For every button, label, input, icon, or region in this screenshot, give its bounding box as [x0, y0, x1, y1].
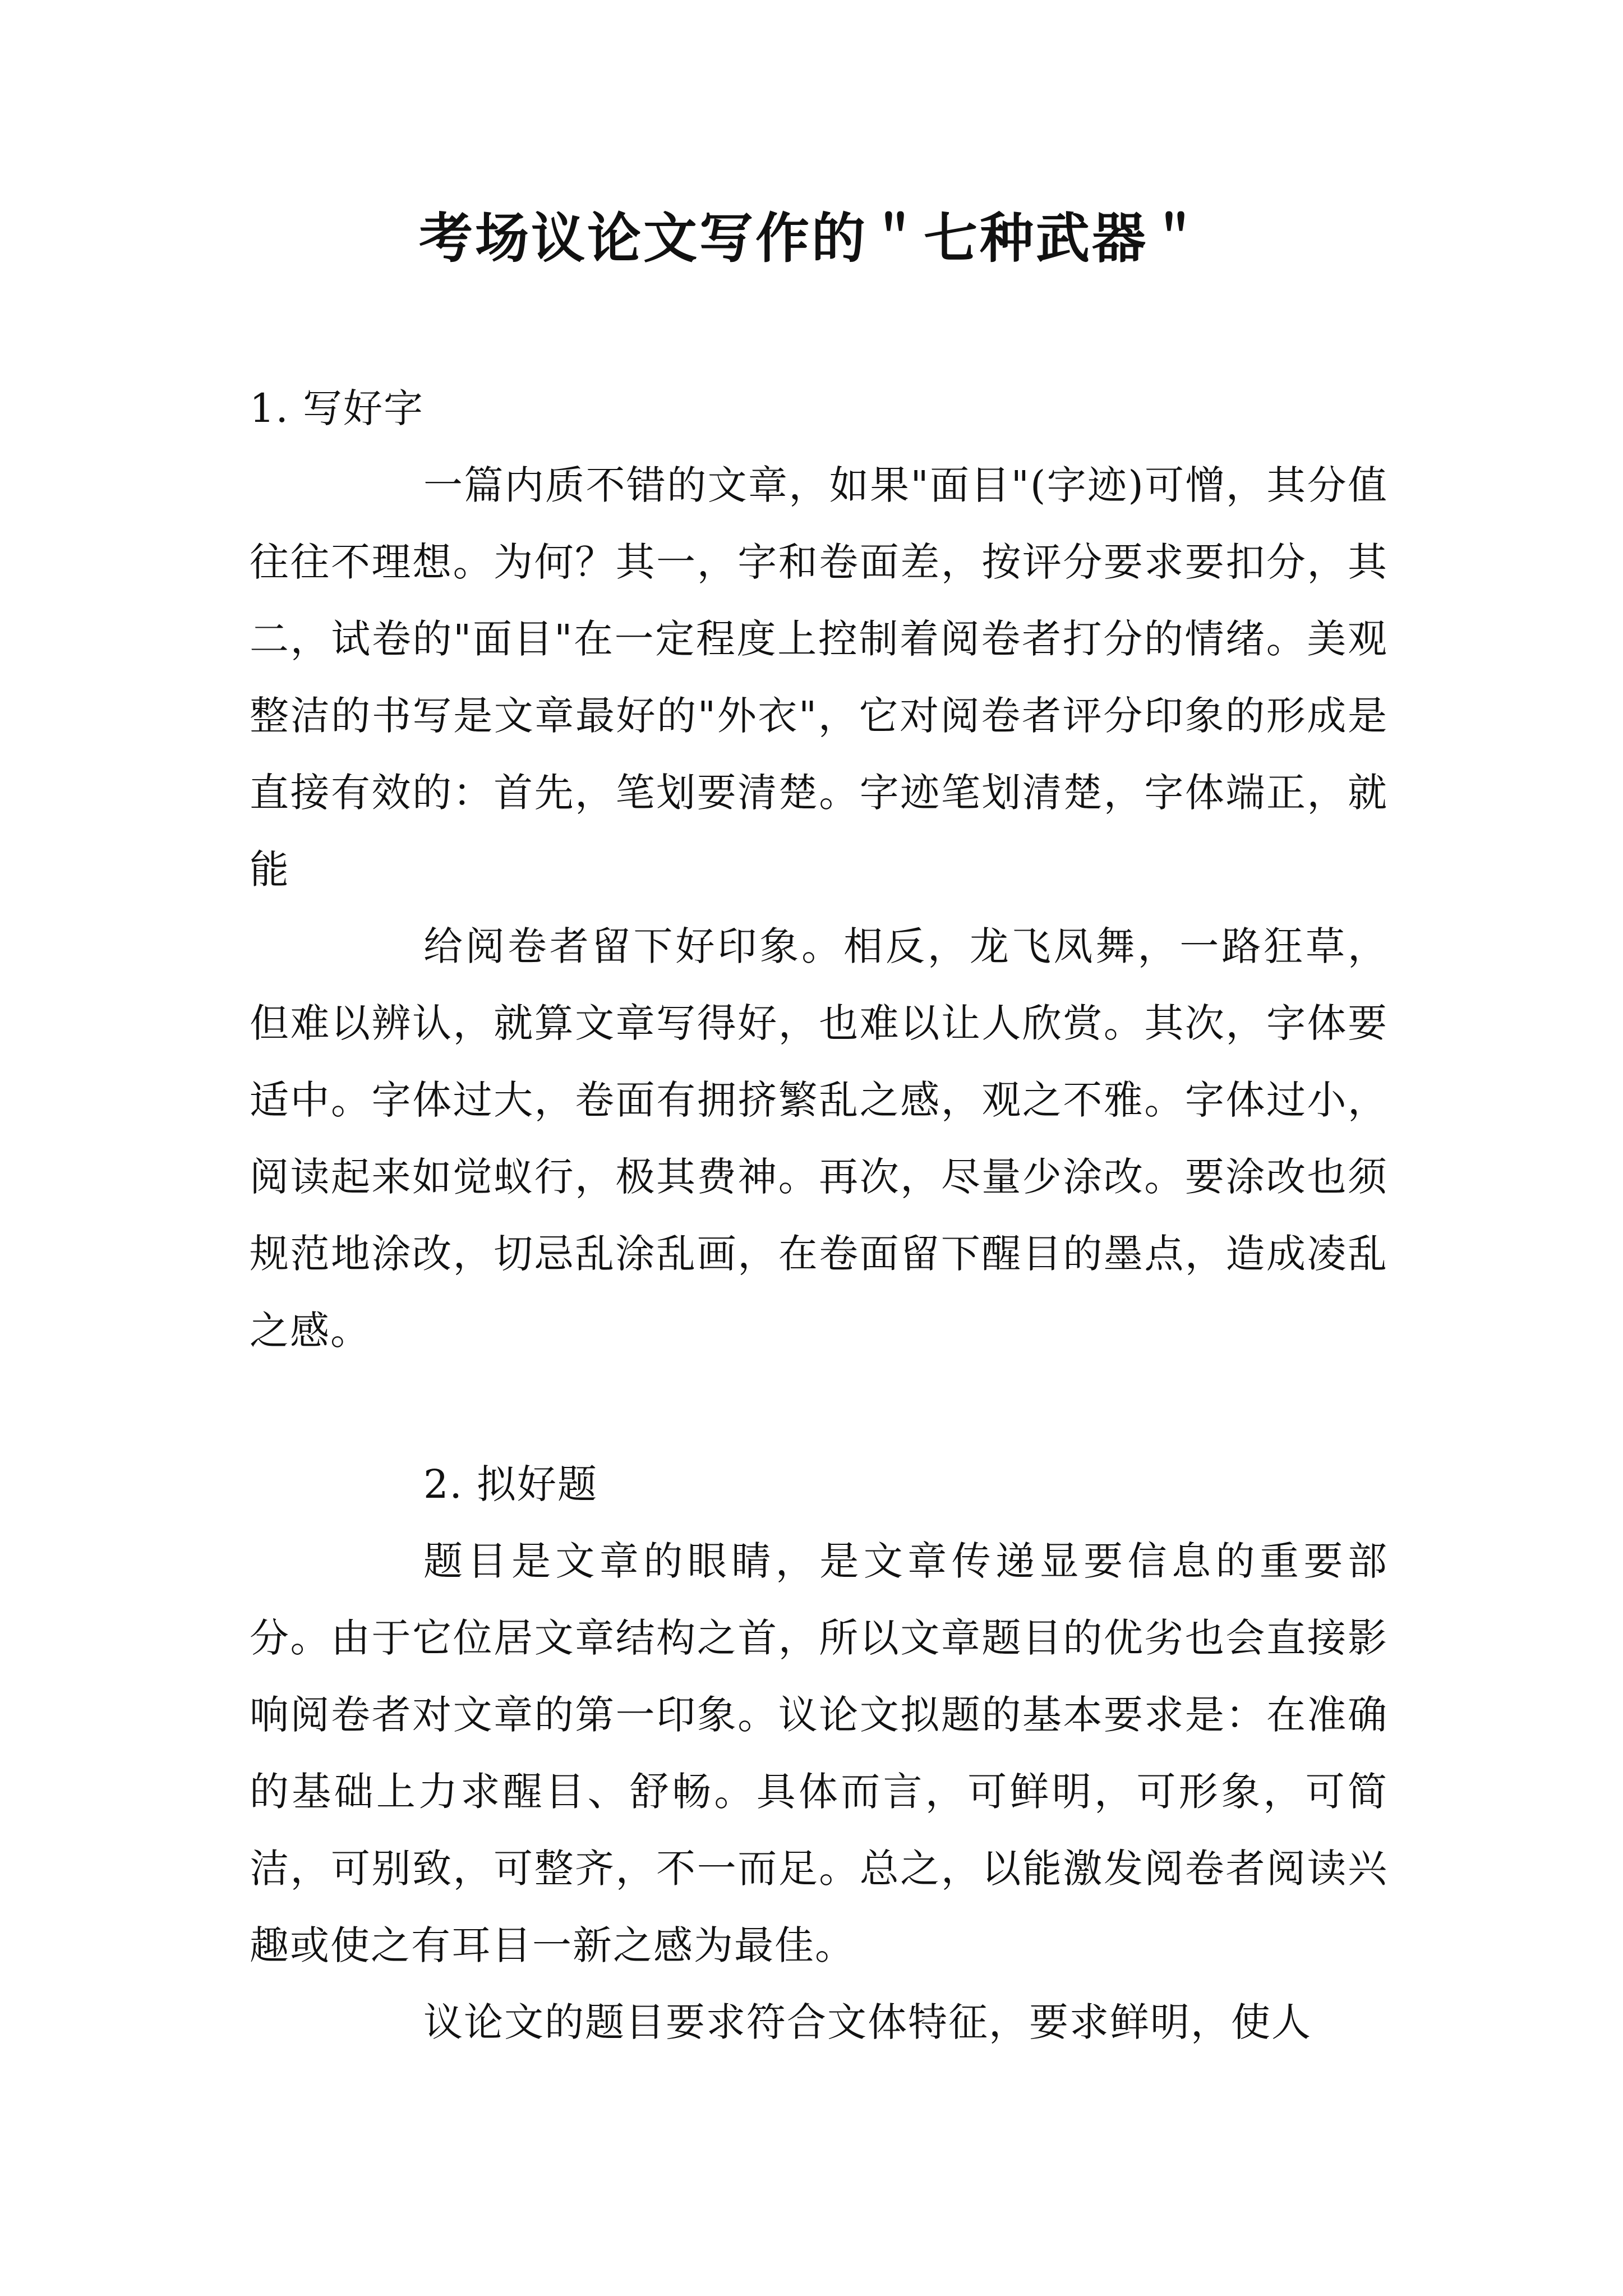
- section-2-paragraph-2: 议论文的题目要求符合文体特征，要求鲜明，使人: [423, 1999, 1312, 2045]
- section-2-paragraph-1: 题目是文章的眼睛，是文章传递显要信息的重要部分。由于它位居文章结构之首，所以文章题目的优劣也会直接影响阅卷者对文章的第一印象。议论文拟题的基本要求是：在准确的基础上力求醒目、舒畅。具体而言，可鲜明，可形象，可简洁，可别致，可整齐，不一而足。总之，以能激发阅卷者阅读兴趣或使之有耳目一新之感为最佳。: [250, 1538, 1388, 1968]
- document-body: [250, 370, 1388, 2061]
- section-heading-1: 1. 写好字: [250, 385, 425, 431]
- section-heading-2: 2. 拟好题: [423, 1461, 598, 1507]
- document-title: 考场议论文写作的＂七种武器＂: [419, 207, 1204, 270]
- section-1-paragraph-1: 一篇内质不错的文章，如果"面目"(字迹)可憎，其分值往往不理想。为何？其一，字和卷面差，按评分要求要扣分，其二，试卷的"面目"在一定程度上控制着阅卷者打分的情绪。美观整洁的书写是文章最好的"外衣"，它对阅卷者评分印象的形成是直接有效的：首先，笔划要清楚。字迹笔划清楚，字体端正，就能: [250, 462, 1388, 892]
- section-1-paragraph-2: 给阅卷者留下好印象。相反，龙飞凤舞，一路狂草，但难以辨认，就算文章写得好，也难以让人欣赏。其次，字体要适中。字体过大，卷面有拥挤繁乱之感，观之不雅。字体过小，阅读起来如觉蚁行，极其费神。再次，尽量少涂改。要涂改也须规范地涂改，切忌乱涂乱画，在卷面留下醒目的墨点，造成凌乱之感。: [250, 923, 1388, 1354]
